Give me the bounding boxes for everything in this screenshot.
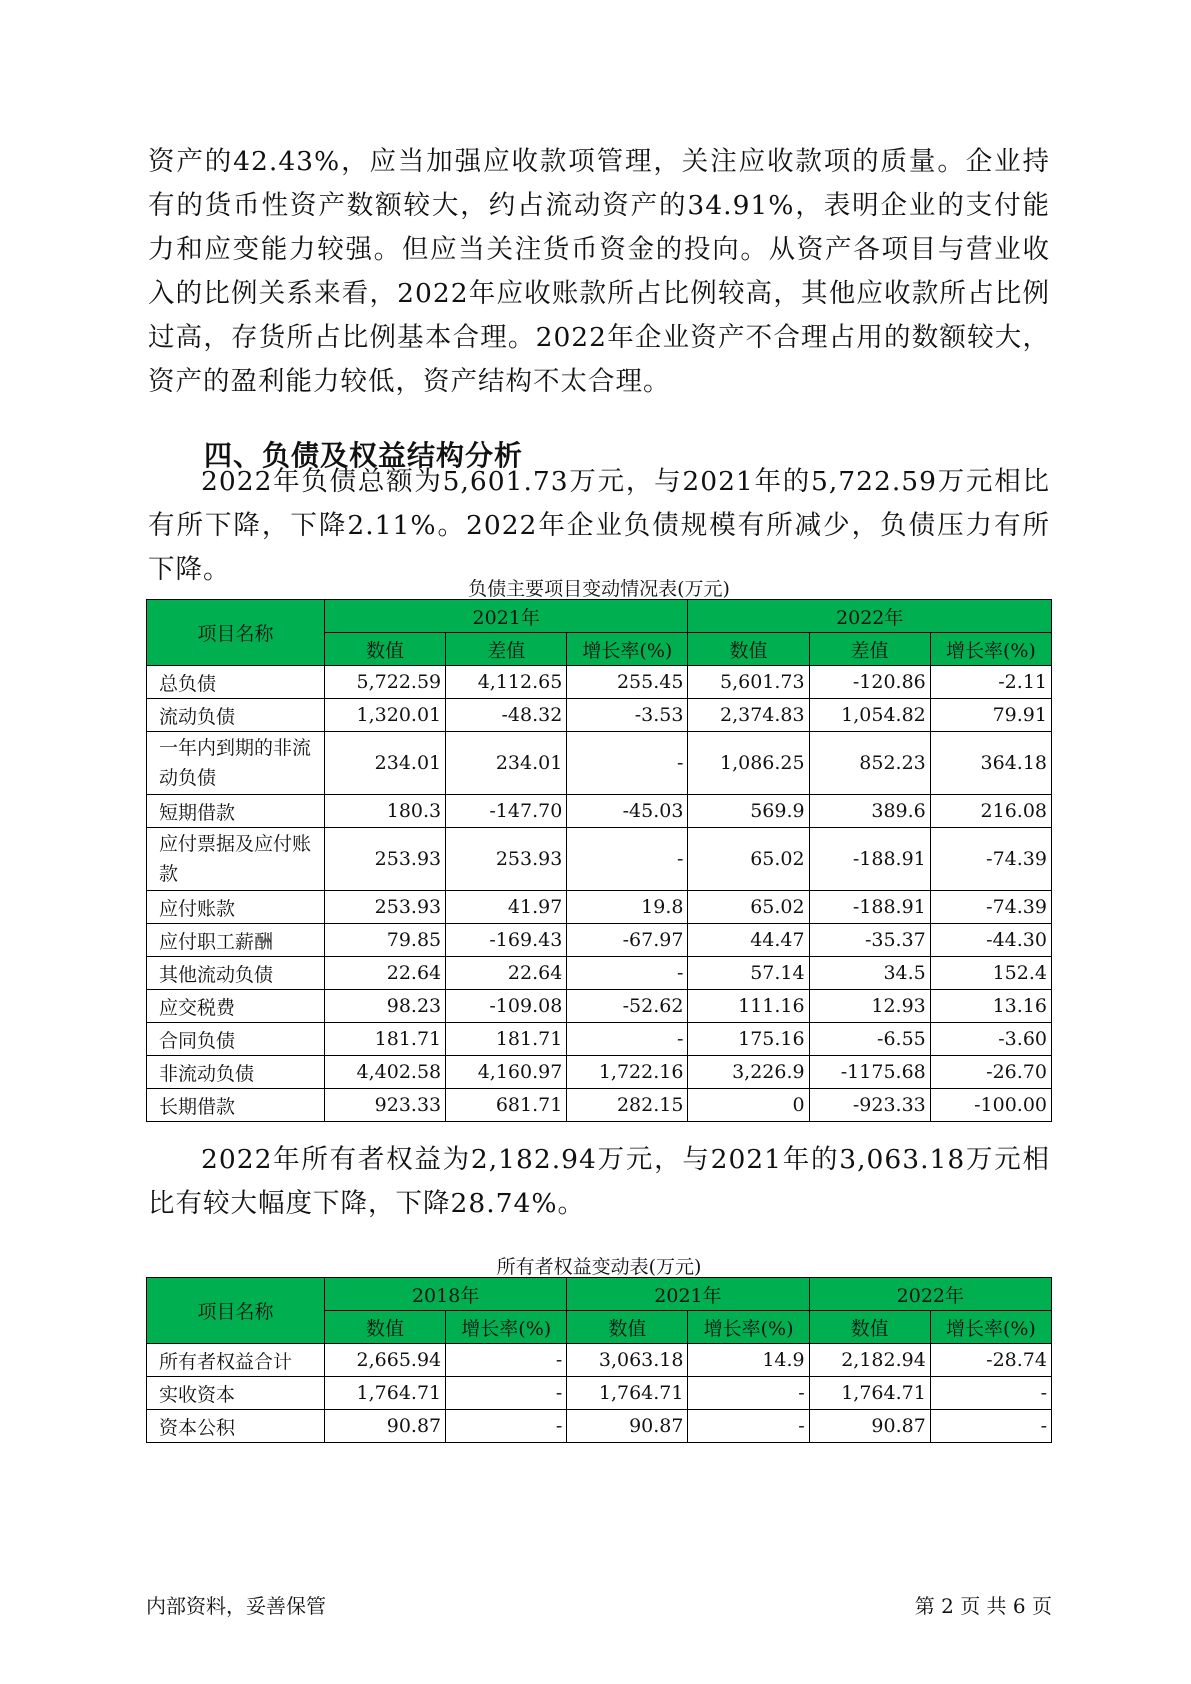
cell-value: 98.23 — [324, 990, 445, 1023]
cell-diff: 12.93 — [809, 990, 930, 1023]
cell-growth: -45.03 — [567, 795, 688, 828]
row-name: 合同负债 — [147, 1023, 325, 1056]
cell-diff: 234.01 — [446, 732, 567, 795]
cell-value: 5,722.59 — [324, 666, 445, 699]
cell-diff: 41.97 — [446, 891, 567, 924]
cell-value: 181.71 — [324, 1023, 445, 1056]
table-row — [147, 1056, 1052, 1089]
cell-diff: 1,054.82 — [809, 699, 930, 732]
header-year-2021: 2021年 — [324, 600, 687, 633]
row-name: 长期借款 — [147, 1089, 325, 1122]
cell-diff: -6.55 — [809, 1023, 930, 1056]
header-value: 数值 — [324, 1311, 445, 1344]
cell-value: 79.85 — [324, 924, 445, 957]
cell-value: 90.87 — [809, 1410, 930, 1443]
cell-diff: 181.71 — [446, 1023, 567, 1056]
table-row — [147, 1377, 1052, 1410]
row-name: 总负债 — [147, 666, 325, 699]
header-growth: 增长率(%) — [688, 1311, 809, 1344]
header-growth: 增长率(%) — [930, 1311, 1051, 1344]
cell-growth: -67.97 — [567, 924, 688, 957]
cell-growth: 1,722.16 — [567, 1056, 688, 1089]
cell-value: 3,226.9 — [688, 1056, 809, 1089]
cell-value: 2,665.94 — [324, 1344, 445, 1377]
cell-growth: - — [567, 828, 688, 891]
cell-diff: -147.70 — [446, 795, 567, 828]
table-row — [147, 828, 1052, 891]
cell-growth: - — [446, 1344, 567, 1377]
cell-growth: - — [567, 957, 688, 990]
cell-growth: - — [688, 1410, 809, 1443]
cell-growth: - — [567, 732, 688, 795]
cell-value: 234.01 — [324, 732, 445, 795]
cell-growth: -2.11 — [930, 666, 1051, 699]
cell-growth: -26.70 — [930, 1056, 1051, 1089]
table-row — [147, 666, 1052, 699]
header-value: 数值 — [688, 633, 809, 666]
cell-growth: -100.00 — [930, 1089, 1051, 1122]
row-name: 应付票据及应付账款 — [147, 828, 325, 891]
cell-diff: -923.33 — [809, 1089, 930, 1122]
cell-value: 65.02 — [688, 828, 809, 891]
cell-diff: 253.93 — [446, 828, 567, 891]
cell-growth: 364.18 — [930, 732, 1051, 795]
cell-value: 1,764.71 — [809, 1377, 930, 1410]
row-name: 短期借款 — [147, 795, 325, 828]
cell-growth: -3.53 — [567, 699, 688, 732]
cell-value: 1,764.71 — [324, 1377, 445, 1410]
cell-value: 1,320.01 — [324, 699, 445, 732]
cell-value: 1,086.25 — [688, 732, 809, 795]
footer-confidential-note: 内部资料，妥善保管 — [146, 1594, 326, 1618]
section-heading: 四、负债及权益结构分析 — [204, 439, 524, 472]
cell-diff: -188.91 — [809, 891, 930, 924]
cell-diff: -35.37 — [809, 924, 930, 957]
table-row — [147, 795, 1052, 828]
cell-value: 1,764.71 — [567, 1377, 688, 1410]
cell-value: 57.14 — [688, 957, 809, 990]
cell-value: 569.9 — [688, 795, 809, 828]
cell-value: 3,063.18 — [567, 1344, 688, 1377]
header-value: 数值 — [324, 633, 445, 666]
table-row — [147, 1089, 1052, 1122]
cell-growth: 282.15 — [567, 1089, 688, 1122]
cell-diff: 4,112.65 — [446, 666, 567, 699]
header-item-name: 项目名称 — [147, 600, 325, 666]
cell-growth: 79.91 — [930, 699, 1051, 732]
cell-diff: -109.08 — [446, 990, 567, 1023]
cell-growth: - — [688, 1377, 809, 1410]
cell-diff: -48.32 — [446, 699, 567, 732]
cell-value: 180.3 — [324, 795, 445, 828]
cell-growth: 19.8 — [567, 891, 688, 924]
header-growth: 增长率(%) — [567, 633, 688, 666]
cell-value: 4,402.58 — [324, 1056, 445, 1089]
cell-growth: - — [446, 1410, 567, 1443]
paragraph-liabilities: 2022年负债总额为5,601.73万元，与2021年的5,722.59万元相比有所下降，下降2.11%。2022年企业负债规模有所减少，负债压力有所下降。 — [148, 466, 1050, 585]
cell-value: 253.93 — [324, 828, 445, 891]
cell-growth: - — [446, 1377, 567, 1410]
row-name: 所有者权益合计 — [147, 1344, 325, 1377]
header-value: 数值 — [567, 1311, 688, 1344]
row-name: 实收资本 — [147, 1377, 325, 1410]
table-row — [147, 732, 1052, 795]
header-item-name: 项目名称 — [147, 1278, 325, 1344]
cell-value: 175.16 — [688, 1023, 809, 1056]
header-growth: 增长率(%) — [446, 1311, 567, 1344]
cell-diff: 34.5 — [809, 957, 930, 990]
cell-growth: - — [930, 1377, 1051, 1410]
cell-growth: -74.39 — [930, 891, 1051, 924]
cell-growth: -28.74 — [930, 1344, 1051, 1377]
cell-diff: -169.43 — [446, 924, 567, 957]
row-name: 应交税费 — [147, 990, 325, 1023]
cell-value: 90.87 — [324, 1410, 445, 1443]
header-year-2021: 2021年 — [567, 1278, 809, 1311]
cell-growth: - — [930, 1410, 1051, 1443]
table2-caption: 所有者权益变动表(万元) — [496, 1256, 702, 1278]
table-row — [147, 1023, 1052, 1056]
table-row — [147, 699, 1052, 732]
cell-value: 5,601.73 — [688, 666, 809, 699]
paragraph-equity: 2022年所有者权益为2,182.94万元，与2021年的3,063.18万元相比有较大幅度下降，下降28.74%。 — [148, 1144, 1050, 1219]
cell-value: 44.47 — [688, 924, 809, 957]
cell-value: 65.02 — [688, 891, 809, 924]
cell-value: 253.93 — [324, 891, 445, 924]
cell-diff: -188.91 — [809, 828, 930, 891]
cell-growth: -52.62 — [567, 990, 688, 1023]
cell-value: 0 — [688, 1089, 809, 1122]
cell-value: 2,182.94 — [809, 1344, 930, 1377]
row-name: 应付账款 — [147, 891, 325, 924]
cell-growth: - — [567, 1023, 688, 1056]
row-name: 一年内到期的非流动负债 — [147, 732, 325, 795]
cell-value: 22.64 — [324, 957, 445, 990]
cell-value: 90.87 — [567, 1410, 688, 1443]
cell-growth: 14.9 — [688, 1344, 809, 1377]
cell-diff: -120.86 — [809, 666, 930, 699]
table1-caption: 负债主要项目变动情况表(万元) — [468, 578, 730, 600]
cell-growth: 152.4 — [930, 957, 1051, 990]
table-row — [147, 1344, 1052, 1377]
equity-table — [146, 1277, 1052, 1443]
row-name: 应付职工薪酬 — [147, 924, 325, 957]
table-row — [147, 1410, 1052, 1443]
cell-value: 111.16 — [688, 990, 809, 1023]
cell-growth: -74.39 — [930, 828, 1051, 891]
header-year-2018: 2018年 — [324, 1278, 566, 1311]
cell-diff: 852.23 — [809, 732, 930, 795]
header-year-2022: 2022年 — [688, 600, 1052, 633]
header-year-2022: 2022年 — [809, 1278, 1051, 1311]
cell-diff: 22.64 — [446, 957, 567, 990]
row-name: 资本公积 — [147, 1410, 325, 1443]
cell-growth: -44.30 — [930, 924, 1051, 957]
cell-diff: 4,160.97 — [446, 1056, 567, 1089]
table-row — [147, 957, 1052, 990]
cell-diff: 681.71 — [446, 1089, 567, 1122]
cell-value: 923.33 — [324, 1089, 445, 1122]
table-row — [147, 990, 1052, 1023]
cell-growth: 255.45 — [567, 666, 688, 699]
cell-diff: -1175.68 — [809, 1056, 930, 1089]
cell-growth: 13.16 — [930, 990, 1051, 1023]
header-diff: 差值 — [809, 633, 930, 666]
paragraph-asset-structure: 资产的42.43%，应当加强应收款项管理，关注应收款项的质量。企业持有的货币性资产数额较大，约占流动资产的34.91%，表明企业的支付能力和应变能力较强。但应当关注货币资金的投向。从资产各项目与营业收入的比例关系来看，2022年应收账款所占比例较高，其他应收款所占比例过高，存货所占比例基本合理。2022年企业资产不合理占用的数额较大，资产的盈利能力较低，资产结构不太合理。 — [148, 146, 1050, 397]
liabilities-table — [146, 599, 1052, 1122]
header-growth: 增长率(%) — [930, 633, 1051, 666]
header-value: 数值 — [809, 1311, 930, 1344]
footer-page-number: 第 2 页 共 6 页 — [914, 1594, 1052, 1618]
cell-diff: 389.6 — [809, 795, 930, 828]
table-row — [147, 924, 1052, 957]
cell-growth: 216.08 — [930, 795, 1051, 828]
row-name: 非流动负债 — [147, 1056, 325, 1089]
cell-growth: -3.60 — [930, 1023, 1051, 1056]
cell-value: 2,374.83 — [688, 699, 809, 732]
row-name: 其他流动负债 — [147, 957, 325, 990]
row-name: 流动负债 — [147, 699, 325, 732]
table-row — [147, 891, 1052, 924]
header-diff: 差值 — [446, 633, 567, 666]
